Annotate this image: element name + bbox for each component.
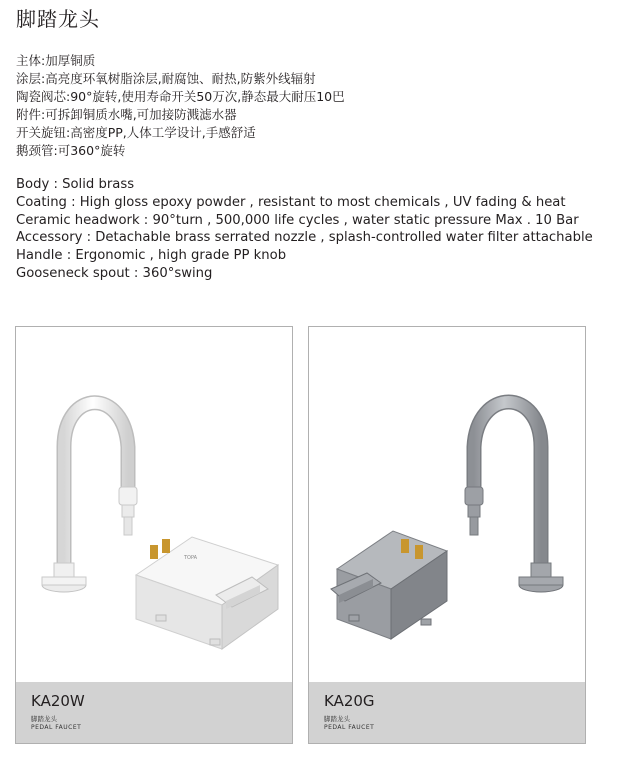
chinese-spec-list xyxy=(16,52,345,160)
gooseneck-faucet-grey xyxy=(465,402,563,592)
spec-line: 主体:加厚铜质 xyxy=(16,53,96,68)
spec-line: Gooseneck spout : 360°swing xyxy=(16,265,213,281)
spec-line: Ceramic headwork : 90°turn , 500,000 life cycles , water static pressure Max . 10 Bar xyxy=(16,212,579,228)
product-caption-panel xyxy=(16,682,292,743)
product-card-ka20g[interactable] xyxy=(308,326,586,744)
product-name-cn: 脚踏龙头 xyxy=(324,715,350,723)
product-card-ka20w[interactable] xyxy=(15,326,293,744)
product-caption-panel xyxy=(309,682,585,743)
spec-line: 附件:可拆卸铜质水嘴,可加接防溅滤水器 xyxy=(16,107,237,122)
product-code: KA20G xyxy=(324,692,375,710)
spec-line: 陶瓷阀芯:90°旋转,使用寿命开关50万次,静态最大耐压10巴 xyxy=(16,89,345,104)
spec-line: Body : Solid brass xyxy=(16,177,135,192)
box-brand-label: TOPA xyxy=(184,555,198,561)
english-spec-list xyxy=(16,176,616,283)
pedal-valve-box-white xyxy=(136,537,278,649)
product-photo-grey-faucet xyxy=(309,327,585,683)
product-name-cn: 脚踏龙头 xyxy=(31,715,57,723)
spec-line: Handle : Ergonomic , high grade PP knob xyxy=(16,248,287,264)
product-name-en: PEDAL FAUCET xyxy=(324,724,375,731)
page-title: 脚踏龙头 xyxy=(16,7,100,31)
spec-line: Coating : High gloss epoxy powder , resistant to most chemicals , UV fading & heat xyxy=(16,194,566,210)
product-photo-white-faucet xyxy=(16,327,292,683)
gooseneck-faucet-white xyxy=(42,403,137,592)
pedal-valve-box-grey xyxy=(331,531,447,639)
spec-line: 涂层:高亮度环氧树脂涂层,耐腐蚀、耐热,防紫外线辐射 xyxy=(16,71,316,86)
spec-line: 开关旋钮:高密度PP,人体工学设计,手感舒适 xyxy=(16,125,256,140)
product-name-en: PEDAL FAUCET xyxy=(31,724,82,731)
product-code: KA20W xyxy=(31,692,85,710)
spec-line: 鹅颈管:可360°旋转 xyxy=(16,143,126,158)
spec-line: Accessory : Detachable brass serrated nozzle , splash-controlled water filter attachable xyxy=(16,230,593,246)
